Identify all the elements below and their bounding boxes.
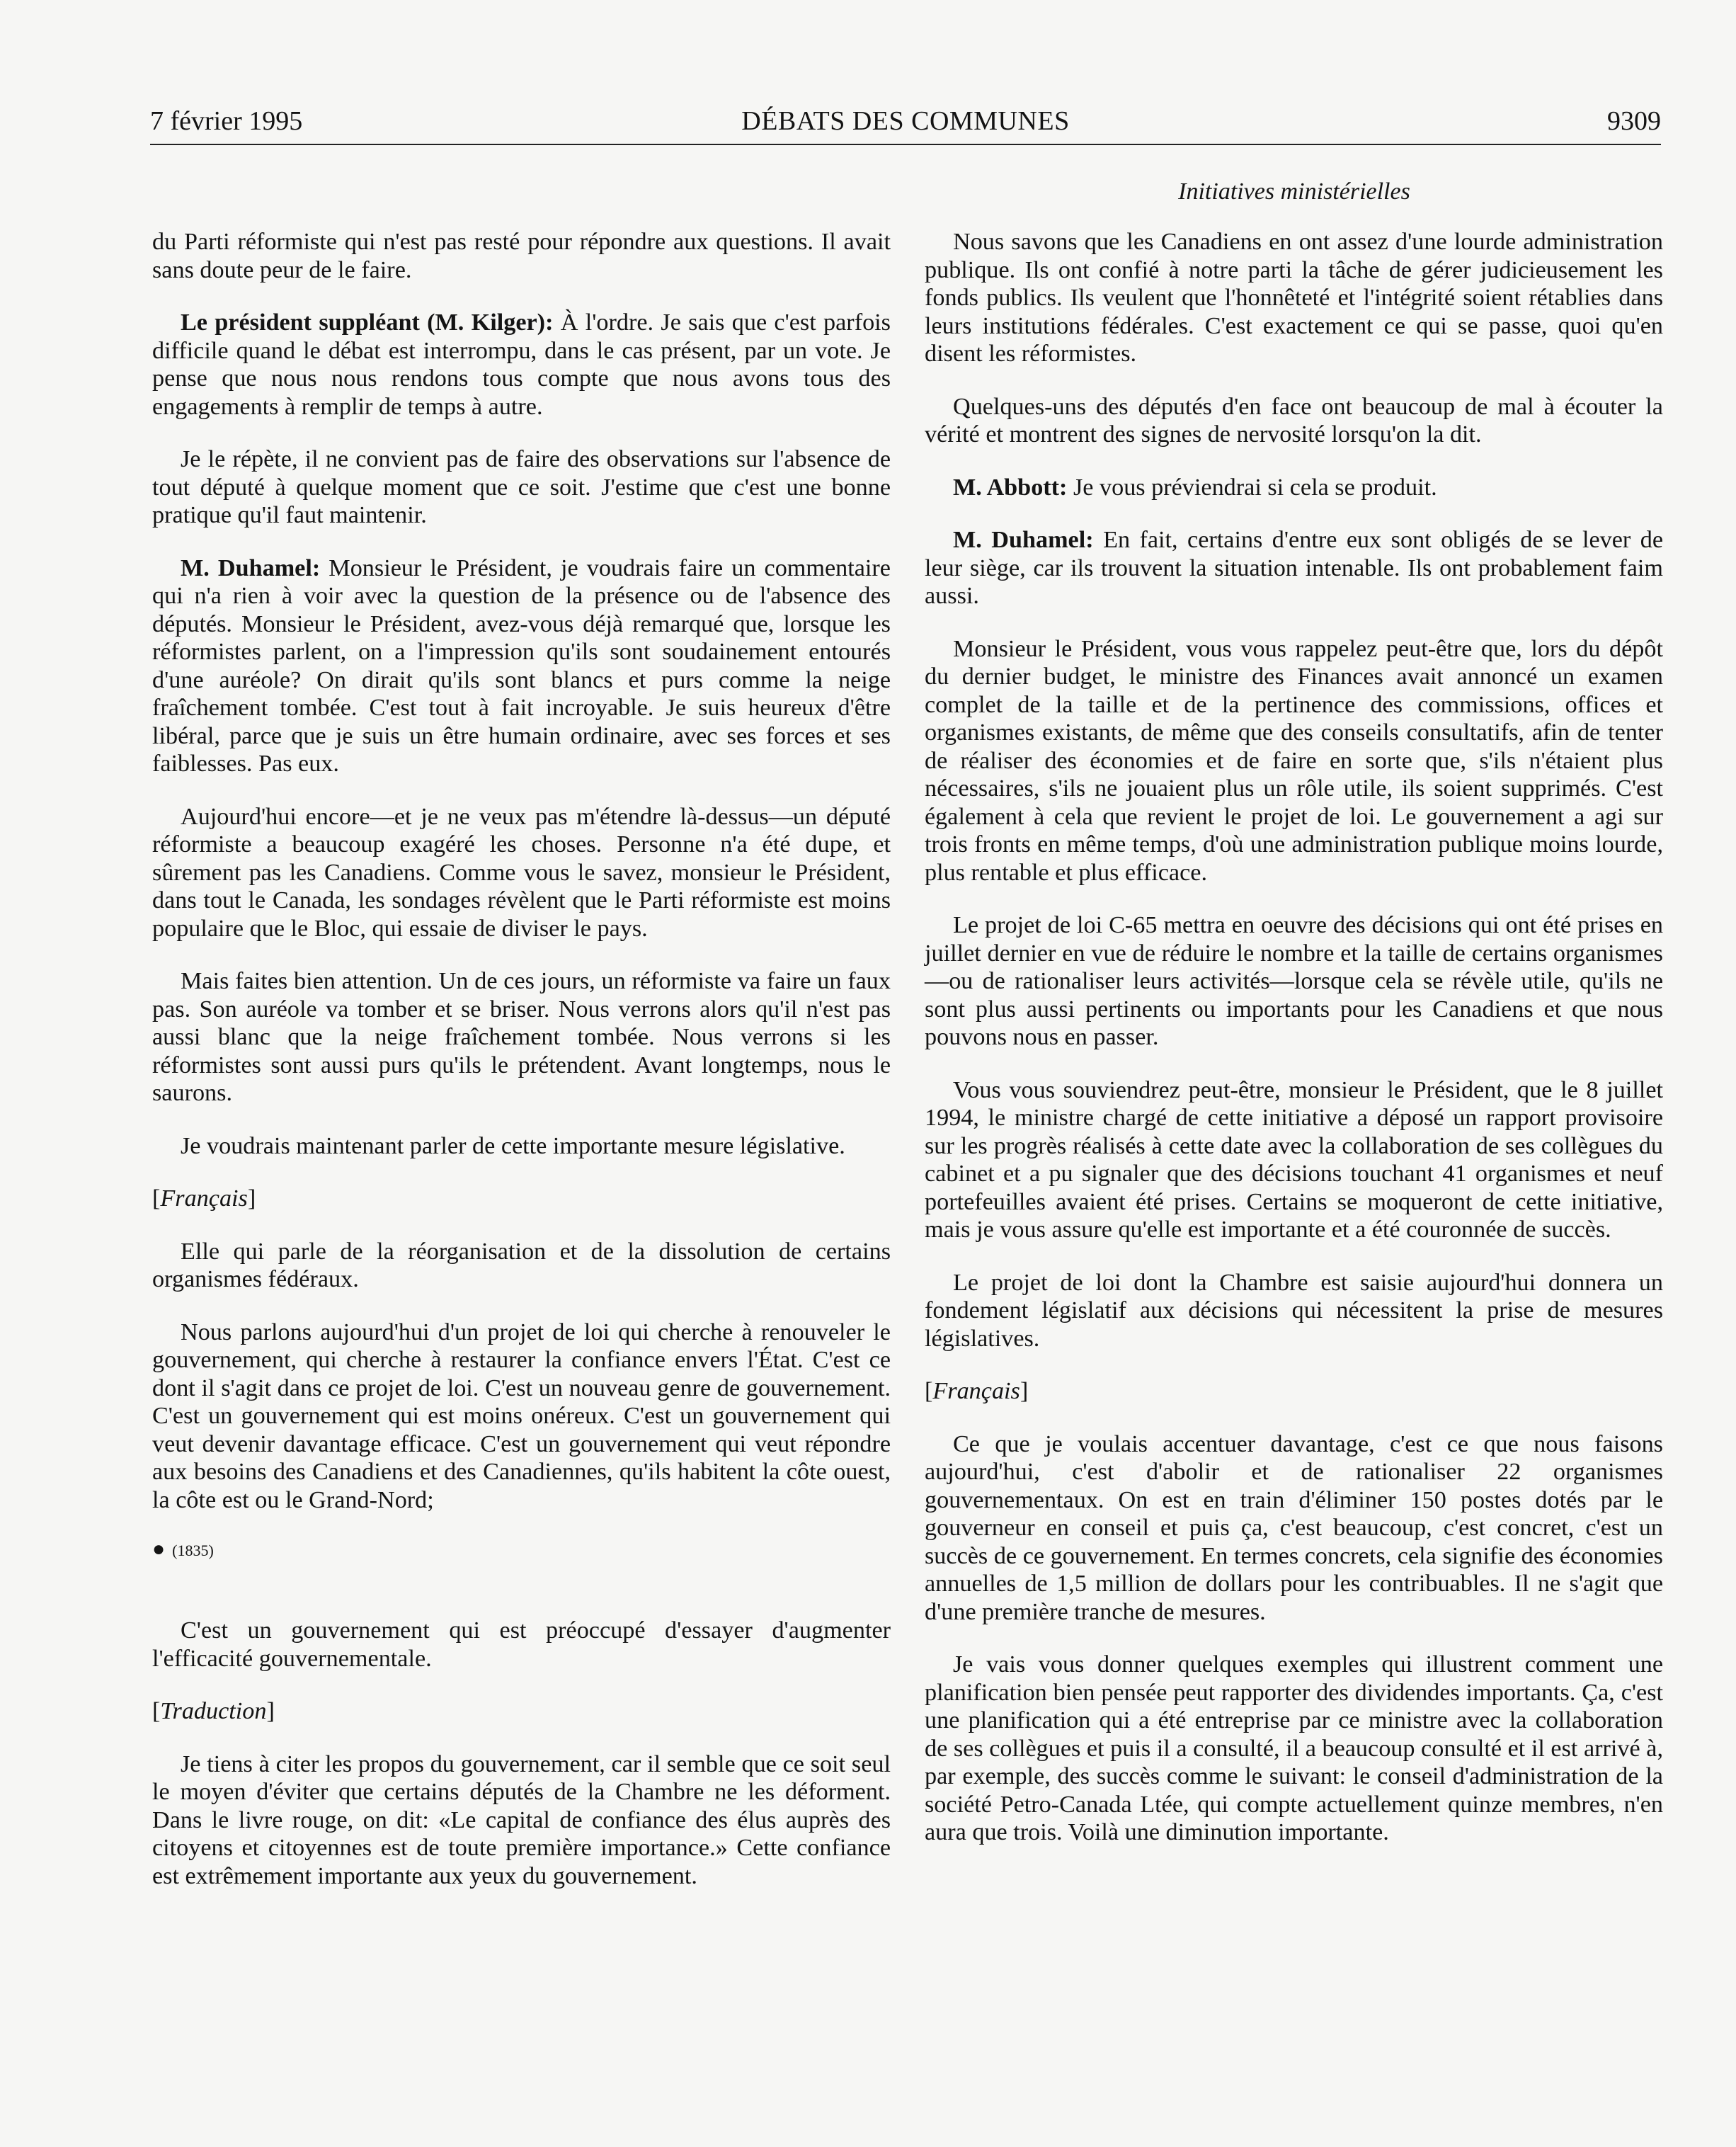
language-note-text: Français [932, 1378, 1020, 1404]
paragraph-text: Nous savons que les Canadiens en ont assez d'une lourde administration publique. Ils ont confié à notre parti la tâche de gérer judicieusement les fonds publics. Ils veulent que l'honnêteté et l'intégrité soient rétablies dans leurs institutions fédérales. C'est exactement ce qui se passe, quoi qu'en disent les réformistes. [925, 229, 1663, 367]
right-column [925, 228, 1663, 1872]
paragraph [152, 445, 891, 530]
paragraph-text: Monsieur le Président, je voudrais faire un commentaire qui n'a rien à voir avec la question de la présence ou de l'absence des députés. Monsieur le Président, avez-vous déjà remarqué que, lorsque les réformistes parlent, on a l'impression qu'ils sont soudainement entourés d'une auréole? On dirait qu'ils sont blancs et purs comme la neige fraîchement tombée. C'est tout à fait incroyable. Je suis heureux d'être libéral, parce que je suis un être humain ordinaire, avec ses forces et ses faiblesses. Pas eux. [152, 554, 891, 777]
paragraph-text: Je le répète, il ne convient pas de faire des observations sur l'absence de tout député à quelque moment que ce soit. J'estime que c'est une bonne pratique qu'il faut maintenir. [152, 446, 891, 528]
language-note: [Français] [152, 1185, 256, 1212]
paragraph [152, 1319, 891, 1515]
paragraph-text: Je voudrais maintenant parler de cette importante mesure législative. [181, 1132, 845, 1159]
paragraph [925, 228, 1663, 368]
bullet-icon: ● [152, 1537, 166, 1561]
paragraph-text: Je tiens à citer les propos du gouvernement, car il semble que ce soit seul le moyen d'éviter que certains députés de la Chambre ne les déforment. Dans le livre rouge, on dit: «Le capital de confiance des élus auprès des citoyens et citoyennes est de toute première importance.» Cette confiance est extrêmement importante aux yeux du gouvernement. [152, 1750, 891, 1889]
paragraph-text: Le projet de loi dont la Chambre est saisie aujourd'hui donnera un fondement législatif aux décisions qui nécessitent la prise de mesures législatives. [925, 1269, 1663, 1352]
paragraph [152, 1238, 891, 1294]
header-date: 7 février 1995 [150, 106, 303, 136]
paragraph [152, 967, 891, 1107]
language-note-text: Traduction [160, 1698, 267, 1724]
paragraph [925, 911, 1663, 1052]
paragraph-text: Quelques-uns des députés d'en face ont beaucoup de mal à écouter la vérité et montrent des signes de nervosité lorsqu'on la dit. [925, 393, 1663, 448]
paragraph [925, 393, 1663, 449]
language-note-text: Français [160, 1185, 248, 1212]
paragraph-text: Aujourd'hui encore—et je ne veux pas m'étendre là-dessus—un député réformiste a beaucoup exagéré les choses. Personne n'a été dupe, et sûrement pas les Canadiens. Comme vous le savez, monsieur le Président, dans tout le Canada, les sondages révèlent que le Parti réformiste est moins populaire que le Bloc, qui essaie de diviser le pays. [152, 803, 891, 942]
paragraph-text: Le projet de loi C-65 mettra en oeuvre des décisions qui ont été prises en juillet dernier en vue de réduire le nombre et la taille de certains organismes—ou de rationaliser leurs activités—lorsque cela se révèle utile, qu'ils ne sont plus aussi pertinents ou importants pour les Canadiens et que nous pouvons nous en passer. [925, 912, 1663, 1050]
speaker-name: Le président suppléant (M. Kilger): [181, 309, 554, 336]
paragraph [152, 803, 891, 943]
paragraph [152, 554, 891, 778]
paragraph-text: À l'ordre. Je sais que c'est parfois difficile quand le débat est interrompu, dans le cas présent, par un vote. Je pense que nous nous rendons tous compte que nous avons tous des engagements à remplir de temps à autre. [152, 309, 891, 420]
page-header [150, 99, 1661, 143]
header-journal-title: DÉBATS DES COMMUNES [741, 106, 1070, 136]
header-page-number: 9309 [1607, 106, 1661, 136]
paragraph [925, 635, 1663, 887]
paragraph-text: Nous parlons aujourd'hui d'un projet de loi qui cherche à renouveler le gouvernement, qui cherche à restaurer la confiance envers l'État. C'est ce dont il s'agit dans ce projet de loi. C'est un nouveau genre de gouvernement. C'est un gouvernement qui est moins onéreux. C'est un gouvernement qui veut devenir davantage efficace. C'est un gouvernement qui veut répondre aux besoins des Canadiens et des Canadiennes, qu'ils habitent la côte ouest, la côte est ou le Grand-Nord; [152, 1319, 891, 1513]
paragraph-text: Mais faites bien attention. Un de ces jours, un réformiste va faire un faux pas. Son auréole va tomber et se briser. Nous verrons alors qu'il n'est pas aussi blanc que la neige fraîchement tombée. Nous verrons si les réformistes sont aussi purs qu'ils le prétendent. Avant longtemps, nous le saurons. [152, 968, 891, 1106]
paragraph [925, 526, 1663, 610]
paragraph-text: Je vais vous donner quelques exemples qui illustrent comment une planification bien pensée peut rapporter des dividendes importants. Ça, c'est une planification qui a été entreprise par ce ministre avec la collaboration de ses collègues et puis il a consulté, il a beaucoup consulté et il est arrivé à, par exemple, des succès comme le suivant: le conseil d'administration de la société Petro-Canada Ltée, qui compte actuellement quinze membres, n'en aura que trois. Voilà une diminution importante. [925, 1651, 1663, 1845]
time-marker-text: (1835) [172, 1542, 214, 1559]
paragraph [152, 309, 891, 421]
left-column [152, 228, 891, 1915]
paragraph-text: En fait, certains d'entre eux sont obligés de se lever de leur siège, car ils trouvent la situation intenable. Ils ont probablement faim aussi. [925, 527, 1663, 609]
speaker-name: M. Duhamel: [181, 554, 321, 581]
paragraph [925, 1269, 1663, 1353]
paragraph-text: C'est un gouvernement qui est préoccupé d'essayer d'augmenter l'efficacité gouvernementale. [152, 1617, 891, 1672]
paragraph-text: du Parti réformiste qui n'est pas resté pour répondre aux questions. Il avait sans doute peur de le faire. [152, 229, 891, 283]
paragraph [925, 1430, 1663, 1627]
paragraph [152, 228, 891, 284]
paragraph [152, 1617, 891, 1673]
paragraph-text: Ce que je voulais accentuer davantage, c'est ce que nous faisons aujourd'hui, c'est d'abolir et de rationaliser 22 organismes gouvernementaux. On est en train d'éliminer 150 postes dotés par le gouverneur en conseil et puis ça, c'est beaucoup, c'est concret, c'est un succès de ce gouvernement. En termes concrets, cela signifie des économies annuelles de 1,5 million de dollars pour les contribuables. Il ne s'agit que d'une première tranche de mesures. [925, 1430, 1663, 1625]
paragraph-text: Elle qui parle de la réorganisation et de la dissolution de certains organismes fédéraux. [152, 1238, 891, 1292]
speaker-name: M. Abbott: [953, 474, 1068, 501]
paragraph [925, 1651, 1663, 1847]
language-note: [Traduction] [152, 1698, 275, 1724]
paragraph-text: Monsieur le Président, vous vous rappelez peut-être que, lors du dépôt du dernier budget, le ministre des Finances avait annoncé un examen complet de la taille et de la pertinence des commissions, offices et organismes existants, de même que des conseils consultatifs, afin de tenter de réaliser des économies et de faire en sorte que, s'ils n'étaient plus nécessaires, s'ils ne jouaient plus un rôle utile, ils soient supprimés. C'est également à cela que revient le projet de loi. Le gouvernement a agi sur trois fronts en même temps, d'où une administration publique moins lourde, plus rentable et plus efficace. [925, 635, 1663, 886]
paragraph [152, 1132, 891, 1161]
paragraph [925, 1076, 1663, 1244]
header-rule [150, 144, 1661, 145]
time-marker [152, 1539, 891, 1561]
paragraph [925, 474, 1663, 502]
paragraph [152, 1750, 891, 1891]
section-label: Initiatives ministérielles [1178, 178, 1410, 205]
language-note: [Français] [925, 1378, 1029, 1404]
paragraph-text: Je vous préviendrai si cela se produit. [1067, 474, 1437, 501]
speaker-name: M. Duhamel: [953, 527, 1094, 553]
paragraph-text: Vous vous souviendrez peut-être, monsieur le Président, que le 8 juillet 1994, le ministre chargé de cette initiative a déposé un rapport provisoire sur les progrès réalisés à cette date avec la collaboration de ses collègues du cabinet et a pu signaler que des décisions touchant 41 organismes et neuf portefeuilles avaient été prises. Certains se moqueront de cette initiative, mais je vous assure qu'elle est importante et a été couronnée de succès. [925, 1076, 1663, 1243]
